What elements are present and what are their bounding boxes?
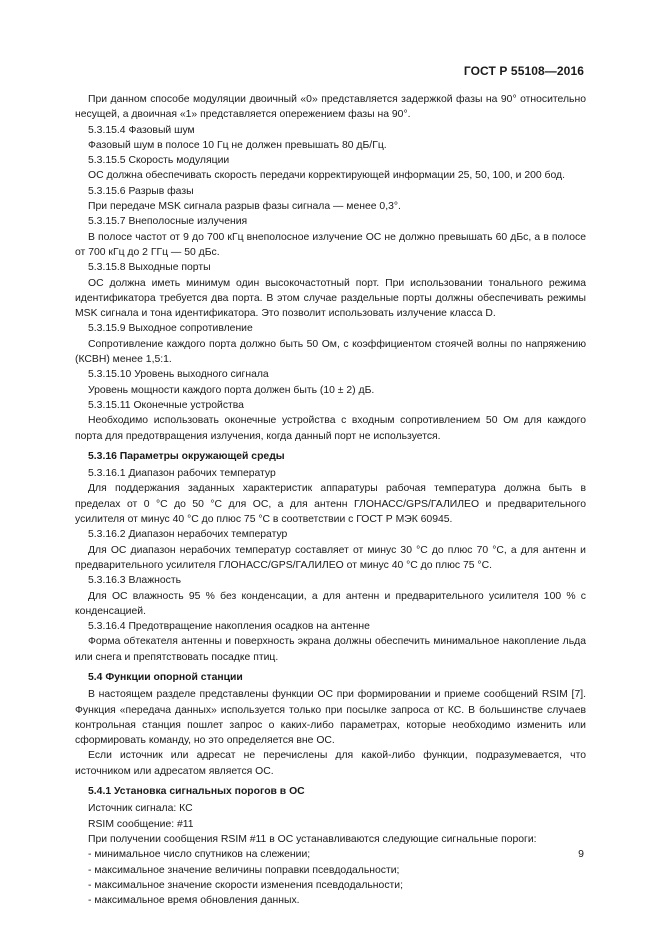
paragraph: При получении сообщения RSIM #11 в ОС устанавливаются следующие сигнальные пороги: <box>88 833 537 845</box>
list-item: - максимальное значение скорости изменения псевдодальности; <box>88 879 403 891</box>
section-heading: 5.4 Функции опорной станции <box>88 671 243 683</box>
paragraph: В полосе частот от 9 до 700 кГц внеполосное излучение ОС не должно превышать 60 дБс, а в полосе от 700 кГц до 2 ГГц — 50 дБс. <box>75 231 586 258</box>
subsection-heading: 5.3.15.4 Фазовый шум <box>88 124 195 136</box>
subsection-heading: 5.3.16.2 Диапазон нерабочих температур <box>88 529 288 541</box>
section-heading: 5.4.1 Установка сигнальных порогов в ОС <box>88 786 305 798</box>
paragraph: RSIM сообщение: #11 <box>88 818 194 830</box>
subsection-heading: 5.3.15.5 Скорость модуляции <box>88 155 230 167</box>
paragraph: Источник сигнала: КС <box>88 803 193 815</box>
paragraph: В настоящем разделе представлены функции ОС при формировании и приеме сообщений RSIM [7]. Функция «передача данных» используется только при посылке запроса от КС. В большинстве случаев контрольная станция пошлет запрос о каких-либо параметрах, которые необходимо изменить или сформировать команду, но это определяется вне ОС. <box>75 689 586 747</box>
subsection-heading: 5.3.16.1 Диапазон рабочих температур <box>88 468 276 480</box>
subsection-heading: 5.3.16.3 Влажность <box>88 575 182 587</box>
subsection-heading: 5.3.15.7 Внеполосные излучения <box>88 216 248 228</box>
page-number: 9 <box>578 848 584 860</box>
paragraph: Для ОС диапазон нерабочих температур составляет от минус 30 °С до плюс 70 °С, а для антенн и предварительного усилителя ГЛОНАСС/GPS/ГАЛИЛЕО от минус 40 °С до плюс 75 °С. <box>75 544 586 571</box>
paragraph: ОС должна обеспечивать скорость передачи корректирующей информации 25, 50, 100, и 200 бод. <box>88 170 565 182</box>
paragraph: Фазовый шум в полосе 10 Гц не должен превышать 80 дБ/Гц. <box>88 139 387 151</box>
paragraph: Сопротивление каждого порта должно быть 50 Ом, с коэффициентом стоячей волны по напряжению (КСВН) менее 1,5:1. <box>75 338 586 366</box>
subsection-heading: 5.3.15.6 Разрыв фазы <box>88 185 194 197</box>
paragraph: При передаче MSK сигнала разрыв фазы сигнала — менее 0,3°. <box>88 201 401 213</box>
list-item: - максимальное время обновления данных. <box>88 895 300 907</box>
paragraph: При данном способе модуляции двоичный «0» представляется задержкой фазы на 90° относительно несущей, а двоичная «1» представляется опережением фазы на 90°. <box>75 94 586 121</box>
subsection-heading: 5.3.16.4 Предотвращение накопления осадков на антенне <box>88 621 370 633</box>
section-heading: 5.3.16 Параметры окружающей среды <box>88 450 285 462</box>
paragraph: Для поддержания заданных характеристик аппаратуры рабочая температура должна быть в пределах от 0 °С до 50 °С для ОС, а для антенн ГЛОНАСС/GPS/ГАЛИЛЕО и предварительного усилителя от минус 40 °С до плюс 75 °С в соответствии с ГОСТ Р МЭК 60945. <box>75 483 586 526</box>
subsection-heading: 5.3.15.11 Оконечные устройства <box>88 399 244 411</box>
list-item: - максимальное значение величины поправки псевдодальности; <box>88 864 400 876</box>
subsection-heading: 5.3.15.10 Уровень выходного сигнала <box>88 369 269 381</box>
paragraph: Для ОС влажность 95 % без конденсации, а для антенн и предварительного усилителя 100 % с конденсацией. <box>75 590 586 617</box>
document-header: ГОСТ Р 55108—2016 <box>463 64 584 78</box>
list-item: - минимальное число спутников на слежении; <box>88 849 311 861</box>
paragraph: Форма обтекателя антенны и поверхность экрана должны обеспечить минимальное накопление льда или снега и препятствовать посадке птиц. <box>75 636 586 663</box>
paragraph: Необходимо использовать оконечные устройства с входным сопротивлением 50 Ом для каждого порта для предотвращения излучения, когда данный порт не используется. <box>75 415 586 442</box>
paragraph: Если источник или адресат не перечислены для какой-либо функции, подразумевается, что источником или адресатом является ОС. <box>75 750 586 777</box>
subsection-heading: 5.3.15.8 Выходные порты <box>88 262 211 274</box>
subsection-heading: 5.3.15.9 Выходное сопротивление <box>88 323 253 335</box>
paragraph: ОС должна иметь минимум один высокочастотный порт. При использовании тонального режима идентификатора требуется два порта. В этом случае раздельные порты должны обеспечивать режимы MSK сигнала и тона идентификатора. Это позволит использовать излучение класса D. <box>75 277 586 320</box>
page-body <box>75 92 586 908</box>
paragraph: Уровень мощности каждого порта должен быть (10 ± 2) дБ. <box>88 384 375 396</box>
